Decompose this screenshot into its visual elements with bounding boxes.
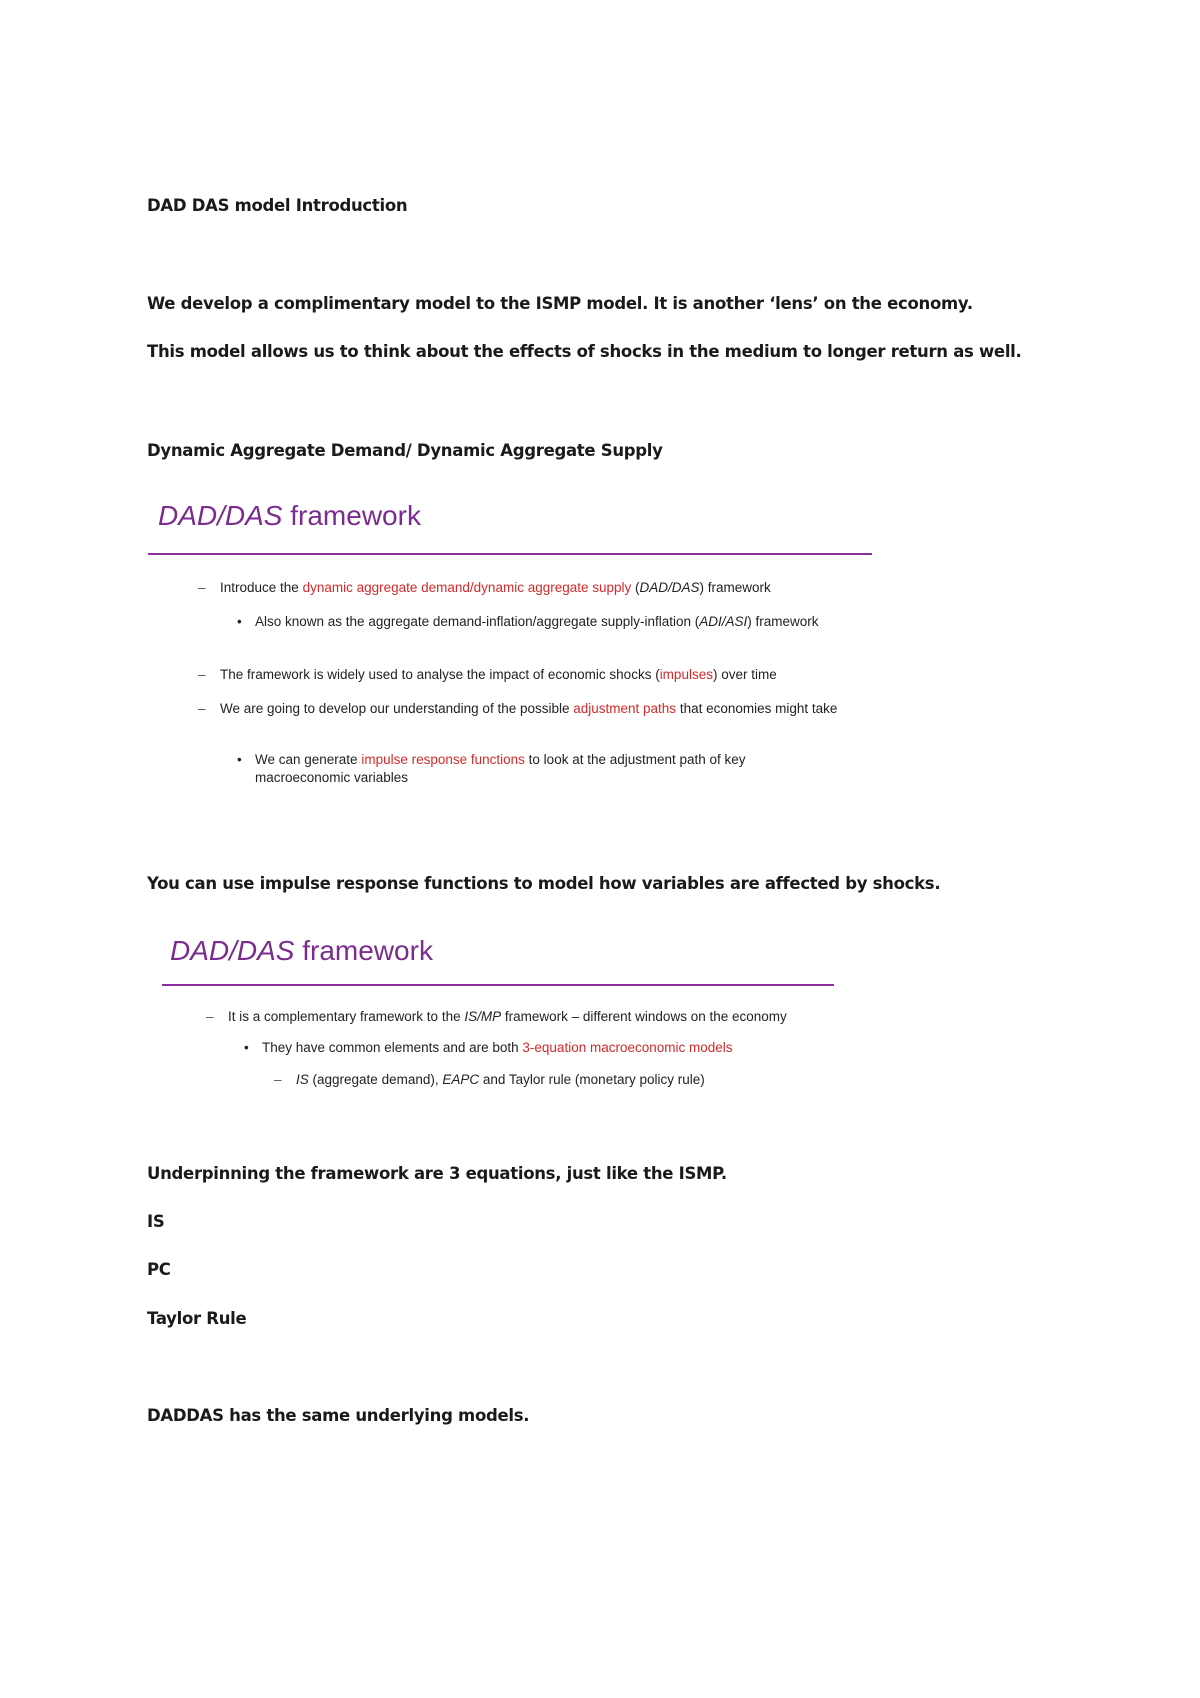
slide-1-title-rule [148,553,872,555]
paragraph-dad-das-expansion: Dynamic Aggregate Demand/ Dynamic Aggregate Supply [147,441,663,460]
slide-1-bullet-5: • We can generate impulse response functions to look at the adjustment path of key macroeconomic variables [237,752,746,785]
equation-pc: PC [147,1260,171,1279]
equation-is: IS [147,1212,165,1231]
paragraph-complimentary-model: We develop a complimentary model to the ISMP model. It is another ‘lens’ on the economy. [147,294,973,313]
slide-image-1 [148,490,876,790]
slide-1-title: DAD/DAS framework [158,500,421,531]
slide-1-bullet-2: • Also known as the aggregate demand-inflation/aggregate supply-inflation (ADI/ASI) framework [237,614,819,629]
slide-1-bullet-1: – Introduce the dynamic aggregate demand/dynamic aggregate supply (DAD/DAS) framework [198,580,771,595]
slide-2-title: DAD/DAS framework [170,935,433,966]
slide-1-bullet-3: – The framework is widely used to analyse the impact of economic shocks (impulses) over time [198,667,777,682]
paragraph-three-equations: Underpinning the framework are 3 equations, just like the ISMP. [147,1164,727,1183]
slide-2-bullet-3: – IS (aggregate demand), EAPC and Taylor rule (monetary policy rule) [274,1072,705,1087]
slide-1-bullet-4: – We are going to develop our understanding of the possible adjustment paths that economies might take [198,701,838,716]
paragraph-same-models: DADDAS has the same underlying models. [147,1406,530,1425]
slide-image-2 [162,925,862,1095]
paragraph-impulse-response: You can use impulse response functions to model how variables are affected by shocks. [147,874,941,893]
slide-2-bullet-2: • They have common elements and are both 3-equation macroeconomic models [244,1040,733,1055]
paragraph-shocks-medium: This model allows us to think about the effects of shocks in the medium to longer return as well. [147,342,1022,361]
slide-2-title-rule [162,984,834,986]
equation-taylor-rule: Taylor Rule [147,1309,247,1328]
slide-2-bullet-1: – It is a complementary framework to the IS/MP framework – different windows on the economy [206,1009,787,1024]
document-heading: DAD DAS model Introduction [147,196,408,215]
